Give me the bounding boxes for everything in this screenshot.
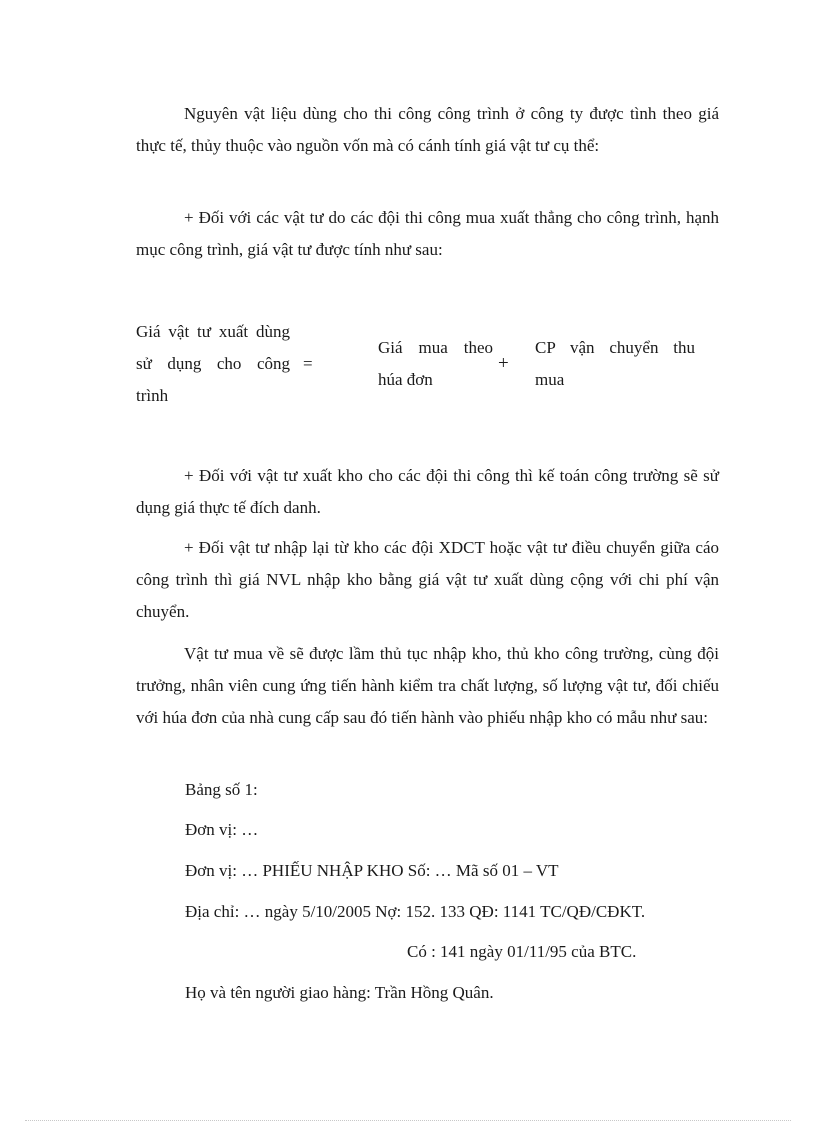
formula-lhs: Giá vật tư xuất dùng sử dụng cho công trình (136, 322, 290, 405)
receipt-header-line: Đơn vị: … PHIẾU NHẬP KHO Số: … Mã số 01 – VT (185, 861, 559, 880)
paragraph-direct-purchase: + Đối với các vật tư do các đội thi công mua xuất thẳng cho công trình, hạnh mục công trình, giá vật tư được tính như sau: (136, 208, 719, 259)
formula-equals-sign: = (303, 354, 313, 373)
unit-line: Đơn vị: … (185, 820, 259, 839)
paragraph-material-pricing: Nguyên vật liệu dùng cho thi công công trình ở công ty được tình theo giá thực tế, thủy thuộc vào nguồn vốn mà có cánh tính giá vật tư cụ thể: (136, 104, 719, 155)
credit-line: Có : 141 ngày 01/11/95 của BTC. (407, 942, 637, 961)
paragraph-returned-materials: + Đối vật tư nhập lại từ kho các đội XDCT hoặc vật tư điều chuyển giữa cáo công trình thì giá NVL nhập kho bằng giá vật tư xuất dùng cộng với chi phí vận chuyển. (136, 538, 719, 621)
formula-term-purchase-price: Giá mua theo húa đơn (378, 338, 493, 389)
table-number-label: Bảng số 1: (185, 780, 258, 799)
address-debit-line: Địa chỉ: … ngày 5/10/2005 Nợ: 152. 133 QĐ: 1141 TC/QĐ/CĐKT. (185, 902, 646, 921)
paragraph-receiving-procedure: Vật tư mua về sẽ được lầm thủ tục nhập kho, thủ kho công trường, cùng đội trưởng, nhân viên cung ứng tiến hành kiểm tra chất lượng, số lượng vật tư, đối chiếu với húa đơn của nhà cung cấp sau đó tiến hành vào phiếu nhập kho có mẫu như sau: (136, 644, 719, 727)
formula-term-transport-cost: CP vận chuyển thu mua (535, 338, 695, 389)
paragraph-warehouse-issue: + Đối với vật tư xuất kho cho các đội thi công thì kế toán công trường sẽ sử dụng giá thực tế đích danh. (136, 466, 719, 517)
deliverer-name-line: Họ và tên người giao hàng: Trần Hồng Quân. (185, 983, 494, 1002)
price-formula (136, 316, 719, 412)
formula-plus-sign: + (498, 353, 509, 374)
page-bottom-border (25, 1120, 791, 1121)
